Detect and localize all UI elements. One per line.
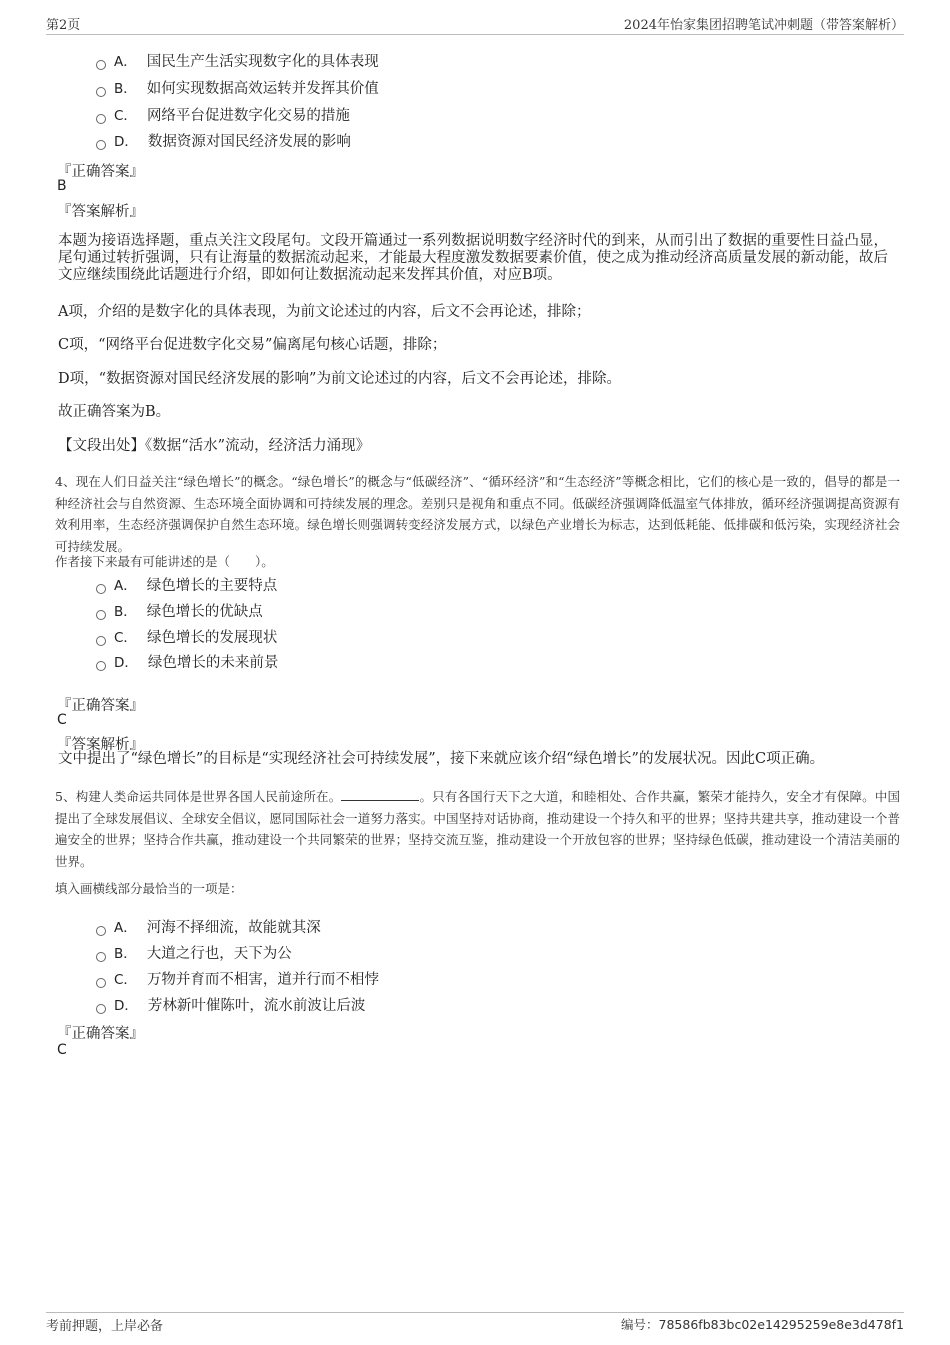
q5-answer-label: 『正确答案』 xyxy=(57,1026,144,1042)
code-label: 编号： xyxy=(621,1317,659,1332)
q3-conclusion: 故正确答案为B。 xyxy=(58,404,171,420)
q3-source: 【文段出处】《数据“活水”流动，经济活力涌现》 xyxy=(58,438,371,454)
q5-option-b[interactable]: B． 大道之行也，天下为公 xyxy=(96,942,292,964)
radio-icon[interactable] xyxy=(96,60,106,70)
radio-icon[interactable] xyxy=(96,140,106,150)
q3-analysis-label: 『答案解析』 xyxy=(57,204,144,220)
radio-icon[interactable] xyxy=(96,87,106,97)
q5-option-a[interactable]: A． 河海不择细流，故能就其深 xyxy=(96,916,321,938)
q4-option-d[interactable]: D． 绿色增长的未来前景 xyxy=(96,651,278,673)
q3-option-c[interactable]: C． 网络平台促进数字化交易的措施 xyxy=(96,104,350,126)
document-code xyxy=(621,1315,904,1333)
q3-analysis-a: A项，介绍的是数字化的具体表现，为前文论述过的内容，后文不会再论述，排除； xyxy=(58,304,591,320)
q3-analysis-d: D项，“数据资源对国民经济发展的影响”为前文论述过的内容，后文不会再论述，排除。 xyxy=(58,371,621,387)
q4-stem: 4、现在人们日益关注“绿色增长”的概念。“绿色增长”的概念与“低碳经济”、“循环经济”和“生态经济”等概念相比，它们的核心是一致的，倡导的都是一种经济社会与自然资源、生态环境全面协调和可持续发展的理念。差别只是视角和重点不同。低碳经济强调降低温室气体排放，循环经济强调提高资源有效利用率，生态经济强调保护自然生态环境。绿色增长则强调转变经济发展方式，以绿色产业增长为标志，达到低耗能、低排碳和低污染，实现经济社会可持续发展。 xyxy=(55,474,900,554)
q5-question: 填入画横线部分最恰当的一项是： xyxy=(55,881,243,896)
radio-icon[interactable] xyxy=(96,952,106,962)
q3-analysis: 本题为接语选择题，重点关注文段尾句。文段开篇通过一系列数据说明数字经济时代的到来，从而引出了数据的重要性日益凸显，尾句通过转折强调，只有让海量的数据流动起来，才能最大程度激发数据要素价值，使之成为推动经济高质量发展的新动能，故后文应继续围绕此话题进行介绍，即如何让数据流动起来发挥其价值，对应B项。 xyxy=(58,233,888,283)
q3-answer: B xyxy=(57,178,67,194)
q3-analysis-c: C项，“网络平台促进数字化交易”偏离尾句核心话题，排除； xyxy=(58,337,447,353)
page-header xyxy=(46,14,904,35)
q3-answer-label: 『正确答案』 xyxy=(57,164,144,180)
document-title: 2024年怡家集团招聘笔试冲刺题（带答案解析） xyxy=(623,18,904,33)
footer-slogan: 考前押题，上岸必备 xyxy=(46,1319,164,1334)
radio-icon[interactable] xyxy=(96,661,106,671)
radio-icon[interactable] xyxy=(96,114,106,124)
q4-question: 作者接下来最有可能讲述的是（ ）。 xyxy=(55,554,274,569)
q4-analysis-label: 『答案解析』 xyxy=(57,737,144,753)
q4-answer-label: 『正确答案』 xyxy=(57,698,144,714)
q5-answer: C xyxy=(57,1042,67,1058)
q3-option-d[interactable]: D． 数据资源对国民经济发展的影响 xyxy=(96,130,351,152)
radio-icon[interactable] xyxy=(96,1004,106,1014)
q4-option-c[interactable]: C． 绿色增长的发展现状 xyxy=(96,626,277,648)
q4-analysis: 文中提出了“绿色增长”的目标是“实现经济社会可持续发展”，接下来就应该介绍“绿色增长”的发展状况。因此C项正确。 xyxy=(58,751,825,767)
radio-icon[interactable] xyxy=(96,636,106,646)
q3-option-a[interactable]: A． 国民生产生活实现数字化的具体表现 xyxy=(96,50,379,72)
radio-icon[interactable] xyxy=(96,610,106,620)
q4-option-a[interactable]: A． 绿色增长的主要特点 xyxy=(96,574,277,596)
radio-icon[interactable] xyxy=(96,584,106,594)
q4-answer: C xyxy=(57,712,67,728)
radio-icon[interactable] xyxy=(96,926,106,936)
q5-option-c[interactable]: C． 万物并育而不相害，道并行而不相悖 xyxy=(96,968,379,990)
q5-option-d[interactable]: D． 芳林新叶催陈叶，流水前波让后波 xyxy=(96,994,365,1016)
q3-option-b[interactable]: B． 如何实现数据高效运转并发挥其价值 xyxy=(96,77,379,99)
fill-in-blank xyxy=(341,788,419,801)
radio-icon[interactable] xyxy=(96,978,106,988)
page-footer xyxy=(46,1312,904,1335)
q4-option-b[interactable]: B． 绿色增长的优缺点 xyxy=(96,600,263,622)
page-number: 第2页 xyxy=(46,18,81,33)
code-value: 78586fb83bc02e14295259e8e3d478f1 xyxy=(658,1317,904,1332)
q5-stem: 5、构建人类命运共同体是世界各国人民前途所在。 。只有各国行天下之大道，和睦相处、合作共赢，繁荣才能持久，安全才有保障。中国提出了全球发展倡议、全球安全倡议，愿同国际社会一道努力落实。中国坚持对话协商，推动建设一个持久和平的世界；坚持共建共享，推动建设一个普遍安全的世界；坚持合作共赢，推动建设一个共同繁荣的世界；坚持交流互鉴，推动建设一个开放包容的世界；坚持绿色低碳，推动建设一个清洁美丽的世界。 xyxy=(55,789,900,869)
